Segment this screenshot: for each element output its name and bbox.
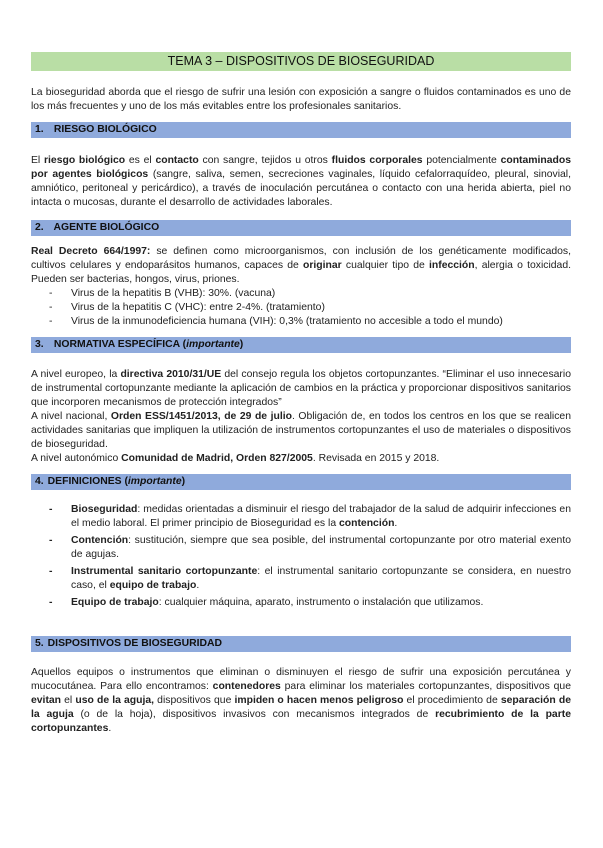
section-3-paragraph-1: A nivel europeo, la directiva 2010/31/UE del consejo regula los objetos cortopunzantes. “Eliminar el uso innecesario de instrumental cortopunzante mediante la aplicación de cambios en la práctica y proporcionar dispositivos sanitarios que incorporen mecanismos de protección integrados” bbox=[31, 369, 571, 408]
section-4-header: 4. DEFINICIONES (importante) bbox=[31, 474, 571, 490]
section-2-title: AGENTE BIOLÓGICO bbox=[53, 222, 160, 233]
list-item: - Contención: sustitución, siempre que sea posible, del instrumental cortopunzante por otro material exento de agujas. bbox=[49, 535, 571, 560]
document-title: TEMA 3 – DISPOSITIVOS DE BIOSEGURIDAD bbox=[31, 52, 571, 71]
list-item: - Virus de la inmunodeficiencia humana (VIH): 0,3% (tratamiento no accesible a todo el mundo) bbox=[49, 316, 503, 327]
list-item: - Bioseguridad: medidas orientadas a disminuir el riesgo del trabajador de la salud de adquirir infecciones en el medio laboral. El primer principio de Bioseguridad es la contención. bbox=[49, 504, 571, 529]
section-1-title: RIESGO BIOLÓGICO bbox=[53, 124, 157, 135]
section-2-paragraph: Real Decreto 664/1997: se definen como microorganismos, con inclusión de los genéticamente modificados, cultivos celulares y endoparásitos humanos, capaces de originar cualquier tipo de infección, alergia o toxicidad. Pueden ser bacterias, hongos, virus, priones. bbox=[31, 246, 571, 285]
list-item: - Virus de la hepatitis B (VHB): 30%. (vacuna) bbox=[49, 288, 276, 299]
virus-list bbox=[31, 287, 571, 329]
intro-paragraph: La bioseguridad aborda que el riesgo de sufrir una lesión con exposición a sangre o fluidos contaminados es uno de los más frecuentes y uno de los más evitables entre los profesionales sanitarios. bbox=[31, 87, 571, 112]
section-3-title: NORMATIVA ESPECÍFICA (importante) bbox=[53, 339, 244, 350]
section-1-paragraph: El riesgo biológico es el contacto con sangre, tejidos u otros fluidos corporales potencialmente contaminados por agentes biológicos (sangre, saliva, semen, secreciones vaginales, líquido cefalorraquídeo, pleural, sinovial, amniótico, peritoneal y pericárdico), a través de inoculación percutánea o contacto con una herida abierta, piel no intacta o mucosas, durante el desarrollo de actividades laborales. bbox=[31, 155, 571, 208]
section-3-paragraph-2: A nivel nacional, Orden ESS/1451/2013, de 29 de julio. Obligación de, en todos los centros en los que se realicen actividades sanitarias que impliquen la utilización de instrumentos cortopunzantes el uso de materiales o dispositivos de bioseguridad. bbox=[31, 411, 571, 450]
section-4-title: DEFINICIONES (importante) bbox=[47, 476, 186, 487]
section-3-paragraph-3: A nivel autonómico Comunidad de Madrid, Orden 827/2005. Revisada en 2015 y 2018. bbox=[31, 453, 440, 464]
list-item: - Instrumental sanitario cortopunzante: el instrumental sanitario cortopunzante se considera, en nuestro caso, el equipo de trabajo. bbox=[49, 566, 571, 591]
section-5-paragraph: Aquellos equipos o instrumentos que eliminan o disminuyen el riesgo de sufrir una exposición percutánea y mucocutánea. Para ello encontramos: contenedores para eliminar los materiales cortopunzantes, dispositivos que evitan el uso de la aguja, dispositivos que impiden o hacen menos peligroso el procedimiento de separación de la aguja (o de la hoja), dispositivos invasivos con mecanismos integrados de recubrimiento de la parte cortopunzantes. bbox=[31, 667, 571, 734]
definitions-list bbox=[31, 503, 571, 610]
list-item: - Virus de la hepatitis C (VHC): entre 2-4%. (tratamiento) bbox=[49, 302, 325, 313]
section-3-header: 3. NORMATIVA ESPECÍFICA (importante) bbox=[31, 337, 571, 353]
list-item: - Equipo de trabajo: cualquier máquina, aparato, instrumento o instalación que utilizamos. bbox=[49, 597, 484, 608]
document-page bbox=[31, 52, 571, 736]
section-1-header: 1. RIESGO BIOLÓGICO bbox=[31, 122, 571, 138]
section-5-title: DISPOSITIVOS DE BIOSEGURIDAD bbox=[47, 638, 223, 649]
section-5-header: 5. DISPOSITIVOS DE BIOSEGURIDAD bbox=[31, 636, 571, 652]
section-2-header: 2. AGENTE BIOLÓGICO bbox=[31, 220, 571, 236]
